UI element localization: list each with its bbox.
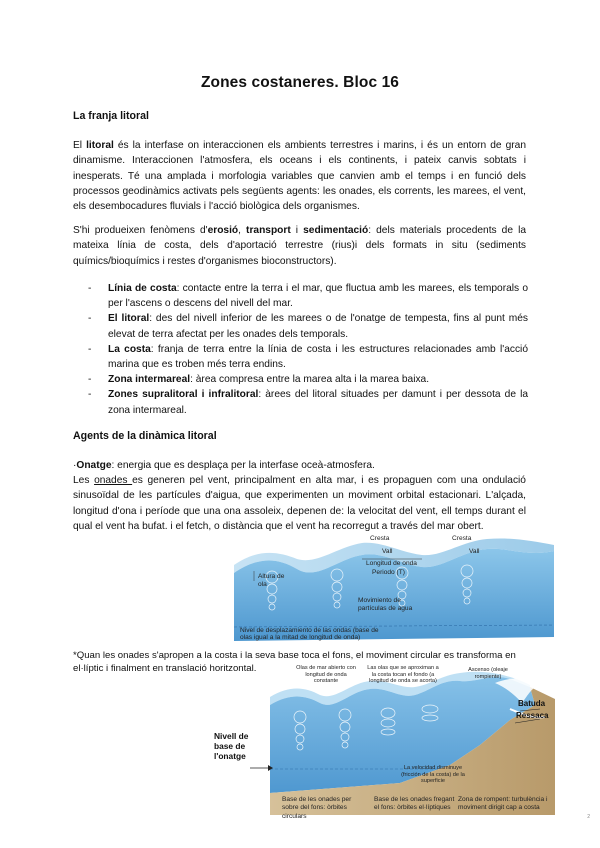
list-item: - La costa: franja de terra entre la línia de costa i les estructures relacionades amb l'acció marina que es troben més terra endins. xyxy=(88,343,528,371)
term-litoral: litoral xyxy=(86,140,114,151)
term-erosio: erosió xyxy=(207,225,239,236)
term-onatge: Onatge xyxy=(76,460,112,471)
label-longitud-ona: Longitud de onda xyxy=(366,560,417,567)
term-sedimentacio: sedimentació xyxy=(303,225,369,236)
paragraph-onatge: ·Onatge: energia que es desplaça per la interfase oceà-atmosfera. xyxy=(73,460,375,471)
label-altura-ona: Altura de ola xyxy=(258,573,285,589)
label-top-ascens: Ascenso (oleaje rompiente) xyxy=(468,667,508,680)
paragraph-fenomens: S'hi produeixen fenòmens d'erosió, transport i sedimentació: dels materials procedents de la mateixa línia de costa, dels d'aportació terrestre (rius)i dels formats in situ (sediments químics/bioquímics i restes d'organismes bioconstructors). xyxy=(73,225,526,267)
term-transport: transport xyxy=(246,225,291,236)
label-velocitat: La velocidad disminuye (fricción de la costa) de la superficie xyxy=(401,765,465,785)
section-heading-agents: Agents de la dinàmica litoral xyxy=(73,430,217,442)
wave-diagram-coast xyxy=(210,665,560,825)
label-batuda: Batuda xyxy=(518,699,546,708)
list-item: - Zona intermareal: àrea compresa entre la marea alta i la marea baixa. xyxy=(88,374,430,386)
label-ressaca: Ressaca xyxy=(516,711,549,720)
label-top-approach: Las olas que se aproximan a la costa tocan el fondo (a longitud de onda se acorta) xyxy=(367,665,439,685)
label-base-onades: Nivel de desplazamiento de las ondas (base de olas igual a la mitad de longitud de onda) xyxy=(240,627,379,641)
list-item: - Zones supralitoral i infralitoral: àrees del litoral situades per damunt i per dessota de la zona intermareal. xyxy=(88,389,529,416)
label-moviment-particules: Movimiento de partículas de agua xyxy=(358,597,413,613)
label-bottom-elliptiques: Base de les onades fregant el fons: òrbites el·líptiques xyxy=(374,796,455,812)
wave-diagram-open-sea xyxy=(232,535,557,645)
section-heading-franja: La franja litoral xyxy=(73,110,149,122)
label-cresta-2: Cresta xyxy=(452,535,472,542)
page-title: Zones costaneres. Bloc 16 xyxy=(200,74,400,91)
label-bottom-circulars: Base de les onades per sobre del fons: òrbites circulars xyxy=(282,796,352,820)
label-vall-1: Vall xyxy=(382,548,393,555)
label-periode: Periodo (T) xyxy=(372,569,405,576)
page-number: 2 xyxy=(587,814,590,820)
list-item: - Línia de costa: contacte entre la terra i el mar, que fluctua amb les marees, els temporals o per l'ascens o descens del nivell del mar. xyxy=(88,283,528,310)
paragraph-litoral: El litoral és la interfase on interaccionen els ambients terrestres i marins, i és un entorn de gran dinamisme. Interaccionen l'atmosfera, els oceans i els continents, i pateix canvis sobtats i inesperats. Té una amplada i morfologia variables que canvien amb el temps i en funció dels processos geodinàmics activats pels següents agents: les onades, els corrents, les marees, el vent, els desembocadures fluvials i l'acció biològica dels organismes. xyxy=(73,140,526,213)
label-top-open-sea: Olas de mar abierto con longitud de onda constante xyxy=(296,665,356,685)
label-bottom-rompent: Zona de rompent: turbulència i moviment dirigit cap a costa xyxy=(458,796,548,812)
list-item: - El litoral: des del nivell inferior de les marees o de l'onatge de tempesta, fins al punt més elevat de terra afectat per les onades dels temporals. xyxy=(88,313,528,340)
definitions-list xyxy=(88,281,528,418)
label-nivell-base-onatge: Nivell de base de l'onatge xyxy=(214,731,249,761)
label-vall-2: Vall xyxy=(469,548,480,555)
label-cresta-1: Cresta xyxy=(370,535,390,542)
note-onades-costa: *Quan les onades s'apropen a la costa i la seva base toca el fons, el moviment circular es transforma en el·líptic i finalment en translació horitzontal. xyxy=(73,650,516,674)
underlined-onades: onades xyxy=(94,475,133,486)
paragraph-onades: Les onades es generen pel vent, principalment en alta mar, i es propaguen com una ondulació sinusoïdal de les partícules d'aigua, que experimenten un moviment orbital estacionari. L'alçada, longitud d'ona i període que una ona assoleix, depenen de: la velocitat del vent, ell temps durant el qual el vent ha bufat. i el fetch, o distància que el vent ha recorregut a través del mar obert. xyxy=(73,475,526,532)
